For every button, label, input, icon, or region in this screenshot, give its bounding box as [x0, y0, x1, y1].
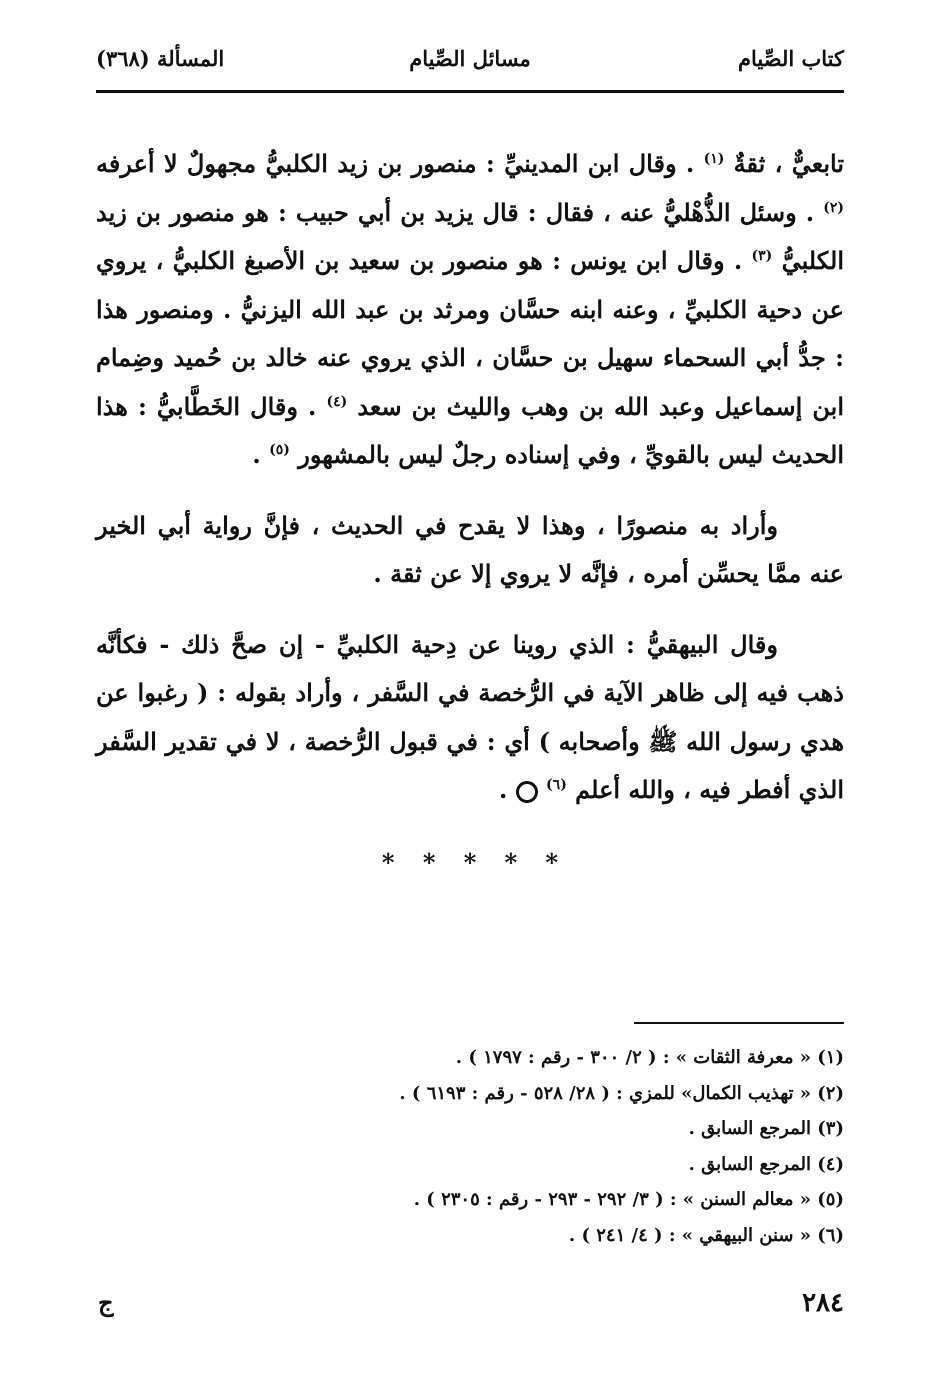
- text-segment: .: [252, 440, 261, 469]
- footnote-item: (٢) « تهذيب الكمال» للمزي : ( ٢٨/ ٥٢٨ - رقم : ٦١٩٣ ) .: [399, 1082, 844, 1104]
- footnote-ref: (٣): [751, 248, 773, 264]
- paragraph-gap: [96, 599, 844, 621]
- footnote-ref: (٤): [326, 393, 348, 410]
- text-segment: . وقال ابن المدينيِّ : منصور بن زيد الكلبيُّ مجهولٌ لا أعرفه: [96, 149, 695, 178]
- text-segment: تابعيٌّ ، ثقةٌ: [733, 149, 845, 178]
- text-segment: . وسئل الذُّهْليُّ عنه ، فقال : قال يزيد بن أبي حبيب : هو منصور بن زيد الكلبيُّ: [96, 197, 844, 275]
- paragraph-2: وأراد به منصورًا ، وهذا لا يقدح في الحديث ، فإنَّ رواية أبي الخير عنه ممَّا يحسِّن أمره ، فإنَّه لا يروي إلا عن ثقة .: [96, 510, 844, 588]
- footnote-item: (٥) « معالم السنن » : ( ٣/ ٢٩٢ - ٢٩٣ - رقم : ٢٣٠٥ ) .: [413, 1189, 844, 1210]
- footnote-ref: (١): [703, 151, 725, 167]
- text-segment: . وقال ابن يونس : هو منصور بن سعيد بن الأصبغ الكلبيُّ ، يروي عن دحية الكلبيِّ ، وعنه ابنه حسَّان ومرثد بن عبد الله اليزنيُّ . ومنصور هذا : جدُّ أبي السحماء سهيل بن حسَّان ، الذي يروي عنه خالد بن حُميد وضِمام ابن إسماعيل وعبد الله بن وهب والليث بن سعد: [96, 246, 845, 421]
- page-number: ٢٨٤: [802, 1288, 844, 1318]
- footnotes-list: [104, 1040, 844, 1253]
- paragraph-gap: [96, 480, 844, 502]
- header-issue-number: المسألة (٣٦٨): [96, 46, 225, 71]
- footnote-ref: (٢): [823, 199, 845, 216]
- asterisk-separator: * * * * *: [381, 848, 569, 877]
- end-of-section-circle-icon: [516, 781, 538, 803]
- header-book-title: كتاب الصِّيام: [738, 46, 844, 71]
- footnote-item: (١) « معرفة الثقات » : ( ٢/ ٣٠٠ - رقم : ١٧٩٧ ) .: [455, 1047, 844, 1068]
- paragraph-1: [96, 140, 844, 480]
- text-segment: وقال البيهقيُّ : الذي روينا عن دِحية الكلبيِّ - إن صحَّ ذلك - فكأنَّه ذهب فيه إلى ظاهر الآية في الرُّخصة في السَّفر ، وأراد بقوله : ( رغبوا عن هدي رسول الله ﷺ وأصحابه ) أي : في قبول الرُّخصة ، لا في تقدير السَّفر الذي أفطر فيه ، والله أعلم: [96, 629, 844, 804]
- signature-mark: ج: [98, 1288, 114, 1317]
- main-text: [96, 140, 844, 815]
- footnote-ref: (٦): [546, 777, 567, 793]
- footnote-ref: (٥): [269, 442, 290, 458]
- header-rule: [96, 90, 844, 93]
- text-segment: .: [498, 775, 508, 804]
- footnote-item: (٦) « سنن البيهقي » : ( ٤/ ٢٤١ ) .: [568, 1224, 844, 1246]
- running-header: [96, 42, 844, 82]
- footnote-item: (٣) المرجع السابق .: [688, 1118, 844, 1139]
- header-section-title: مسائل الصِّيام: [409, 46, 531, 71]
- footnote-item: (٤) المرجع السابق .: [688, 1153, 844, 1175]
- footnote-rule: [634, 1022, 844, 1024]
- text-segment: . وقال الخَطَّابيُّ : هذا الحديث ليس بالقويِّ ، وفي إسناده رجلٌ ليس بالمشهور: [96, 391, 844, 469]
- paragraph-3: [96, 621, 844, 815]
